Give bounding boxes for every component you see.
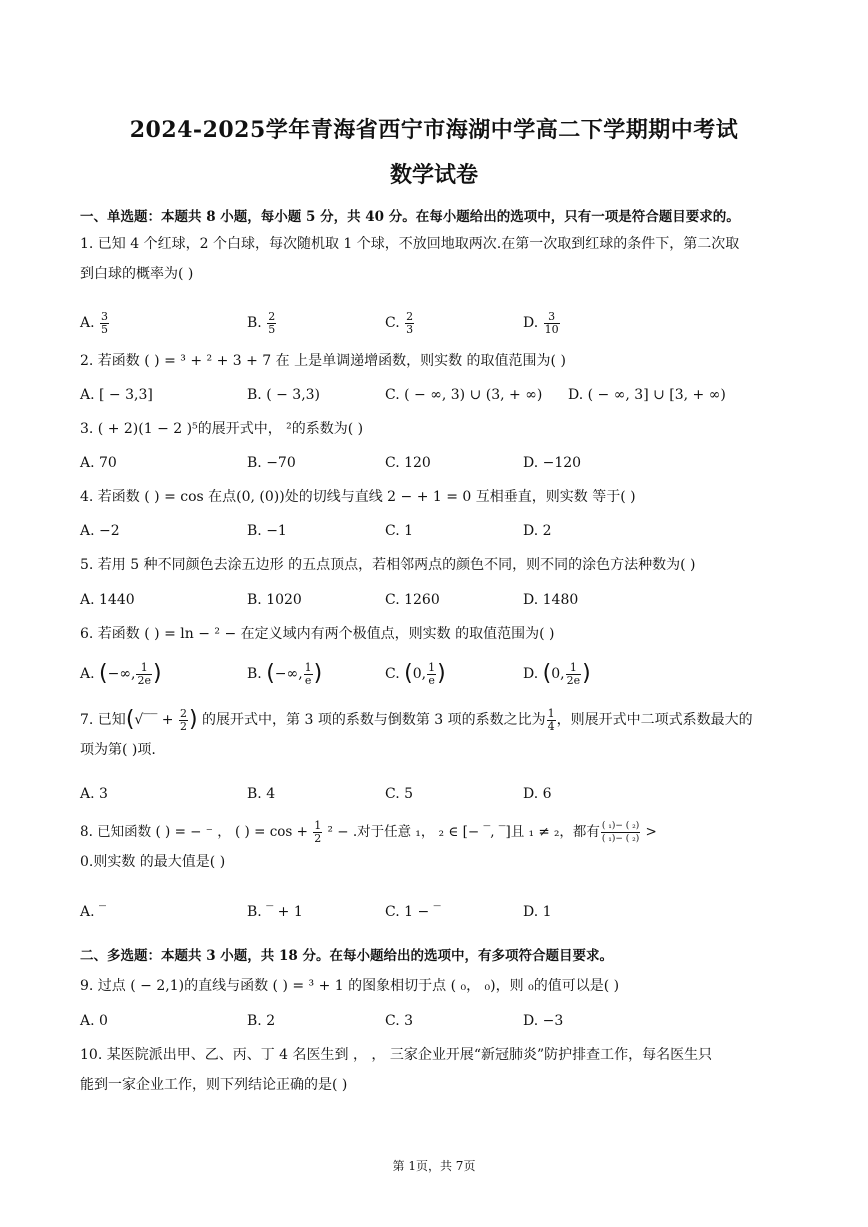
question-10 (80, 1040, 800, 1100)
section-heading-multiple-choice: 二、多选题：本题共 3 小题，共 18 分。在每小题给出的选项中，有多项符合题目要求。 (80, 948, 613, 964)
question-5-options (80, 585, 800, 615)
fraction: $\frac{\text{( ₁)− ( ₂)}}{\text{( ₁)− ( ₂)}}$ (601, 821, 640, 844)
question-text: 到白球的概率为( ) (80, 266, 194, 282)
question-1 (80, 229, 800, 289)
question-6-options (80, 659, 800, 689)
question-text: 2. 若函数 ( ) = ³ + ² + 3 + 7 在 上是单调递增函数，则实数 的取值范围为( ) (80, 353, 566, 369)
option-c: C. 1 (385, 523, 414, 539)
option-b: B. ( − 3,3) (247, 387, 321, 403)
fraction: $\frac{2}{2}$ (179, 706, 187, 733)
option-b: B. −1 (247, 523, 287, 539)
option-c: C. ( − ∞, 3) ∪ (3, + ∞) (385, 387, 543, 403)
option-d: D. (0, $\frac{1}{2e}$ ) (523, 660, 591, 687)
question-text: 8. 已知函数 ( ) = − ⁻ ， ( ) = cos + $\frac{1}{2}$ ² − .对于任意 ₁， ₂ ∈ [− ‾, ‾]且 ₁ ≠ ₂，都有 $\frac{\text{( ₁)− ( ₂)}}{\text{( ₁)− ( ₂)}}$ > (80, 819, 657, 845)
fraction: $\frac{1}{2}$ (314, 819, 322, 845)
fraction: $\frac{3}{5}$ (101, 309, 109, 336)
question-text: 10. 某医院派出甲、乙、丙、丁 4 名医生到 ， ， 三家企业开展“新冠肺炎”防护排查工作，每名医生只 (80, 1047, 713, 1063)
option-b: B. 2 (247, 1013, 276, 1029)
option-b: B. $\frac{2}{5}$ (247, 309, 276, 336)
question-text: 能到一家企业工作，则下列结论正确的是( ) (80, 1077, 348, 1093)
question-text: 9. 过点 ( − 2,1)的直线与函数 ( ) = ³ + 1 的图象相切于点 ( ₀， ₀)，则 ₀的值可以是( ) (80, 978, 620, 994)
option-d: D. 1480 (523, 592, 579, 608)
option-d: D. −3 (523, 1013, 564, 1029)
fraction: $\frac{1}{e}$ (304, 660, 312, 687)
option-a: A. 70 (80, 455, 117, 471)
question-text: 6. 若函数 ( ) = ln − ² − 在定义域内有两个极值点，则实数 的取值范围为( ) (80, 626, 555, 642)
exam-subtitle: 数学试卷 (389, 162, 478, 188)
question-text: 项为第( )项. (80, 742, 156, 758)
question-9-options (80, 1006, 800, 1036)
option-a: A. 0 (80, 1013, 108, 1029)
question-text: 0.则实数 的最大值是( ) (80, 854, 226, 870)
question-9 (80, 971, 800, 1001)
option-a: A. −2 (80, 523, 120, 539)
question-3 (80, 414, 800, 444)
question-text: 7. 已知(√‾‾ + $\frac{2}{2}$ ) 的展开式中，第 3 项的系数与倒数第 3 项的系数之比为 $\frac{1}{4}$ ，则展开式中二项式系数最大的 (80, 706, 753, 733)
question-3-options (80, 448, 800, 478)
question-7 (80, 705, 800, 765)
question-1-options (80, 308, 800, 338)
question-2-options (80, 380, 800, 410)
option-b: B. ‾ + 1 (247, 904, 303, 920)
option-a: A. 1440 (80, 592, 135, 608)
question-5 (80, 550, 800, 580)
question-text: 3. ( + 2)(1 − 2 )⁵的展开式中， ²的系数为( ) (80, 421, 364, 437)
option-a: A. $\frac{3}{5}$ (80, 309, 109, 336)
option-d: D. $\frac{3}{10}$ (523, 309, 559, 336)
question-text: 1. 已知 4 个红球，2 个白球，每次随机取 1 个球，不放回地取两次.在第一次取到红球的条件下，第二次取 (80, 236, 740, 252)
question-text: 4. 若函数 ( ) = cos 在点(0, (0))处的切线与直线 2 − + 1 = 0 互相垂直，则实数 等于( ) (80, 489, 636, 505)
question-6 (80, 619, 800, 649)
option-d: D. −120 (523, 455, 582, 471)
fraction: $\frac{1}{e}$ (428, 660, 436, 687)
option-a: A. [ − 3,3] (80, 387, 153, 403)
section-heading-single-choice: 一、单选题：本题共 8 小题，每小题 5 分，共 40 分。在每小题给出的选项中，只有一项是符合题目要求的。 (80, 209, 740, 225)
option-d: D. 1 (523, 904, 552, 920)
question-4-options (80, 516, 800, 546)
question-8-options (80, 897, 800, 927)
option-d: D. 2 (523, 523, 552, 539)
option-c: C. 5 (385, 786, 414, 802)
option-a: A. 3 (80, 786, 108, 802)
option-b: B. (−∞, $\frac{1}{e}$ ) (247, 660, 323, 687)
option-b: B. −70 (247, 455, 296, 471)
option-c: C. $\frac{2}{3}$ (385, 309, 414, 336)
fraction: $\frac{3}{10}$ (544, 309, 559, 336)
fraction: $\frac{2}{3}$ (406, 309, 414, 336)
option-c: C. 1 − ‾ (385, 904, 441, 920)
option-c: C. 3 (385, 1013, 414, 1029)
question-7-options (80, 779, 800, 809)
fraction: $\frac{1}{4}$ (547, 706, 555, 733)
fraction: $\frac{1}{2e}$ (566, 660, 581, 687)
option-b: B. 1020 (247, 592, 302, 608)
option-a: A. (−∞, $\frac{1}{2e}$ ) (80, 660, 162, 687)
question-8 (80, 817, 800, 877)
option-b: B. 4 (247, 786, 276, 802)
option-a: A. ‾ (80, 904, 107, 920)
question-2 (80, 346, 800, 376)
exam-title: 2024-2025学年青海省西宁市海湖中学高二下学期期中考试 (129, 117, 739, 143)
option-c: C. 120 (385, 455, 431, 471)
question-text: 5. 若用 5 种不同颜色去涂五边形 的五点顶点，若相邻两点的颜色不同，则不同的涂色方法种数为( ) (80, 557, 696, 573)
fraction: $\frac{2}{5}$ (268, 309, 276, 336)
option-d: D. ( − ∞, 3] ∪ [3, + ∞) (568, 387, 726, 403)
fraction: $\frac{1}{2e}$ (137, 660, 151, 687)
option-c: C. 1260 (385, 592, 440, 608)
page-footer: 第 1页，共 7页 (392, 1159, 476, 1173)
option-d: D. 6 (523, 786, 552, 802)
question-4 (80, 482, 800, 512)
option-c: C. (0, $\frac{1}{e}$ ) (385, 660, 446, 687)
